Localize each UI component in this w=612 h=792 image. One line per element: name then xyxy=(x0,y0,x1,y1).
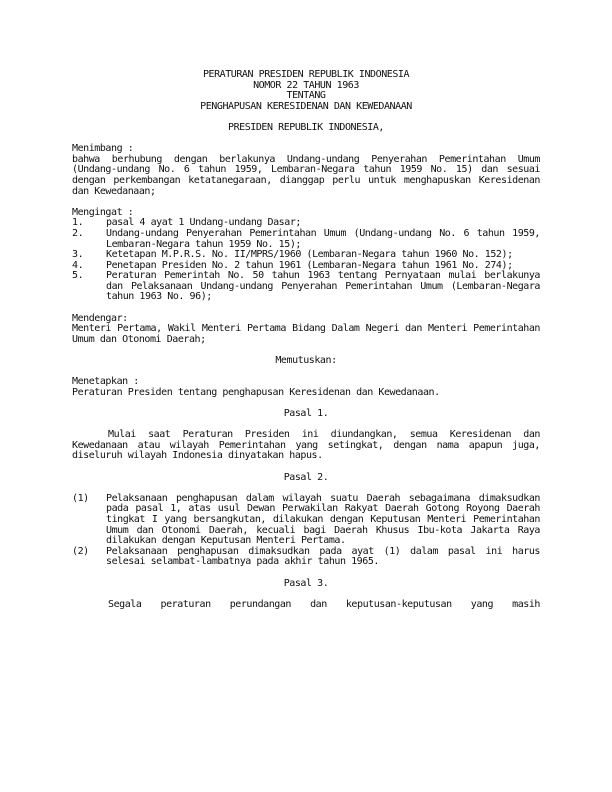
ayat-item xyxy=(72,547,540,568)
document-header xyxy=(72,70,540,112)
mendengar-section xyxy=(72,314,540,346)
list-item xyxy=(72,271,540,303)
item-number: 4. xyxy=(72,259,84,271)
item-text: Peraturan Pemerintah No. 50 tahun 1963 tentang Pernyataan mulai berlakunya dan Pelaksanaan Undang-undang Penyerahan Pemerintahan Umum (Lembaran-Negara tahun 1963 No. 96); xyxy=(106,270,540,303)
header-subject: PENGHAPUSAN KERESIDENAN DAN KEWEDANAAN xyxy=(200,100,412,112)
pasal-1-title: Pasal 1. xyxy=(283,408,329,419)
pasal-3-text: Segala peraturan perundangan dan keputusan-keputusan yang masih xyxy=(108,598,540,610)
memutuskan-heading: Memutuskan: xyxy=(275,355,337,367)
header-title: PERATURAN PRESIDEN REPUBLIK INDONESIA xyxy=(202,69,410,80)
ayat-text: Pelaksanaan penghapusan dalam wilayah suatu Daerah sebagaimana dimaksudkan pada pasal 1, atas usul Dewan Perwakilan Rakyat Daerah Gotong Royong Daerah tingkat I yang bersangkutan, dilakukan dengan Keputusan Menteri Pemerintahan Umum dan Otonomi Daerah, kecuali bagi Daerah Khusus Ibu-kota Jakarta Raya dilakukan dengan Keputusan Menteri Pertama. xyxy=(106,492,540,547)
issuer: PRESIDEN REPUBLIK INDONESIA, xyxy=(228,121,384,133)
pasal-1-text: Mulai saat Peraturan Presiden ini diundangkan, semua Keresidenan dan Kewedanaan atau wilayah Pemerintahan yang setingkat, dengan nama apapun juga, diseluruh wilayah Indonesia dinyatakan hapus. xyxy=(72,429,540,462)
ayat-number: (1) xyxy=(72,492,89,504)
item-number: 3. xyxy=(72,249,84,261)
pasal-3-title: Pasal 3. xyxy=(283,577,329,589)
item-text: pasal 4 ayat 1 Undang-undang Dasar; xyxy=(106,217,301,229)
item-text: Undang-undang Penyerahan Pemerintahan Umum (Undang-undang No. 6 tahun 1959, Lembaran-Negara tahun 1959 No. 15); xyxy=(106,227,540,250)
menimbang-label: Menimbang : xyxy=(72,143,134,155)
menetapkan-section xyxy=(72,377,540,398)
mengingat-section xyxy=(72,208,540,303)
document-page xyxy=(72,70,540,610)
ayat-item xyxy=(72,494,540,547)
mendengar-text: Menteri Pertama, Wakil Menteri Pertama Bidang Dalam Negeri dan Menteri Pemerintahan Umum dan Otonomi Daerah; xyxy=(72,323,540,345)
ayat-number: (2) xyxy=(72,545,89,557)
item-number: 1. xyxy=(72,217,84,229)
item-number: 5. xyxy=(72,270,84,282)
pasal-2-title: Pasal 2. xyxy=(283,471,329,483)
mengingat-label: Mengingat : xyxy=(72,206,134,218)
menimbang-text: bahwa berhubung dengan berlakunya Undang-undang Penyerahan Pemerintahan Umum (Undang-undang No. 6 tahun 1959, Lembaran-Negara tahun 1959 No. 15) dan sesuai dengan perkembangan ketatanegaraan, dianggap perlu untuk menghapuskan Keresidenan dan Kewedanaan; xyxy=(72,153,540,197)
header-number: NOMOR 22 TAHUN 1963 xyxy=(253,79,359,91)
menetapkan-label: Menetapkan : xyxy=(72,376,139,388)
mendengar-label: Mendengar: xyxy=(72,312,128,324)
item-text: Ketetapan M.P.R.S. No. II/MPRS/1960 (Lembaran-Negara tahun 1960 No. 152); xyxy=(106,249,513,261)
list-item xyxy=(72,229,540,250)
menetapkan-text: Peraturan Presiden tentang penghapusan Keresidenan dan Kewedanaan. xyxy=(72,386,440,398)
header-tentang: TENTANG xyxy=(286,90,326,102)
ayat-text: Pelaksanaan penghapusan dimaksudkan pada ayat (1) dalam pasal ini harus selesai selambat-lambatnya pada akhir tahun 1965. xyxy=(106,545,540,568)
item-text: Penetapan Presiden No. 2 tahun 1961 (Lembaran-Negara tahun 1961 No. 274); xyxy=(106,259,513,271)
menimbang-section xyxy=(72,144,540,197)
item-number: 2. xyxy=(72,227,84,239)
